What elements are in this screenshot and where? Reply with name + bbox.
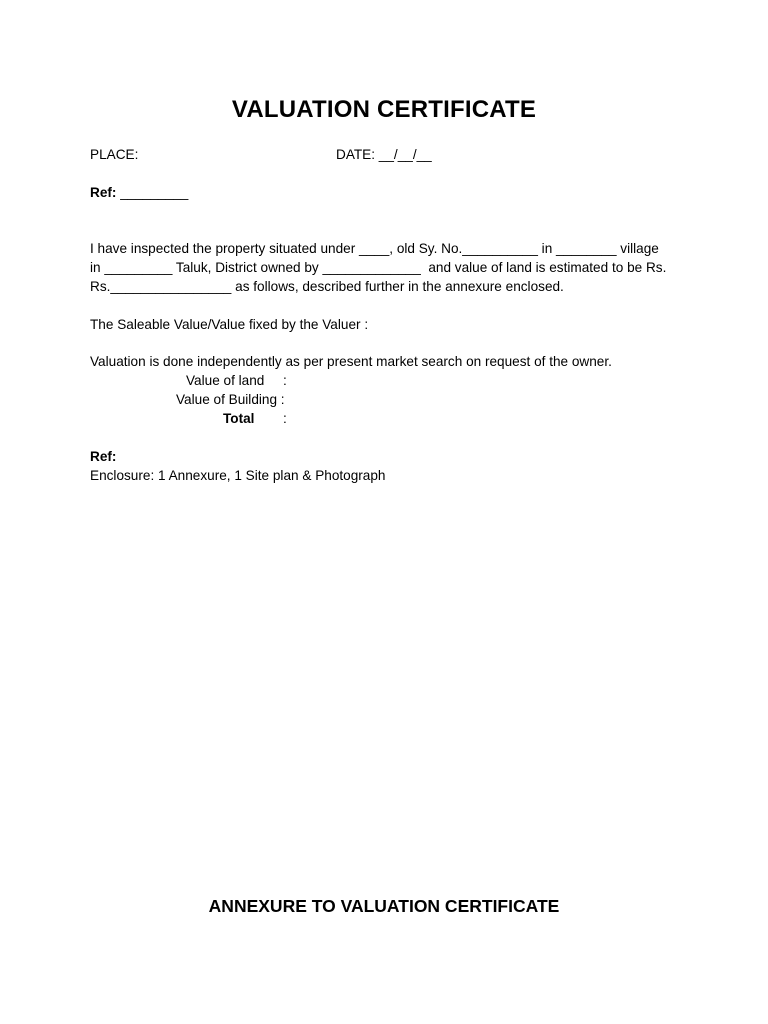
paragraph-line-3: Rs.________________ as follows, described further in the annexure enclosed. bbox=[90, 279, 564, 294]
document-title: VALUATION CERTIFICATE bbox=[231, 96, 537, 123]
total-label: Total bbox=[223, 411, 255, 426]
ref-label: Ref: bbox=[90, 185, 117, 200]
date-label: DATE: __/__/__ bbox=[336, 147, 432, 162]
ref2-label: Ref: bbox=[90, 449, 117, 464]
paragraph-line-2: in _________ Taluk, District owned by _____________ and value of land is estimated to be Rs. bbox=[90, 260, 667, 275]
enclosure-text: Enclosure: 1 Annexure, 1 Site plan & Photograph bbox=[90, 468, 386, 483]
value-of-building-label: Value of Building : bbox=[176, 392, 285, 407]
value-of-land-colon: : bbox=[283, 373, 287, 388]
annexure-title: ANNEXURE TO VALUATION CERTIFICATE bbox=[208, 896, 560, 916]
value-of-land-label: Value of land bbox=[186, 373, 265, 388]
saleable-value-text: The Saleable Value/Value fixed by the Valuer : bbox=[90, 317, 369, 332]
ref-line bbox=[90, 186, 188, 200]
paragraph-line-1: I have inspected the property situated under ____, old Sy. No.__________ in ________ village bbox=[90, 241, 659, 256]
total-colon: : bbox=[283, 411, 287, 426]
valuation-note: Valuation is done independently as per present market search on request of the owner. bbox=[90, 354, 612, 369]
place-label: PLACE: bbox=[90, 147, 139, 162]
ref-blank: _________ bbox=[116, 185, 189, 200]
